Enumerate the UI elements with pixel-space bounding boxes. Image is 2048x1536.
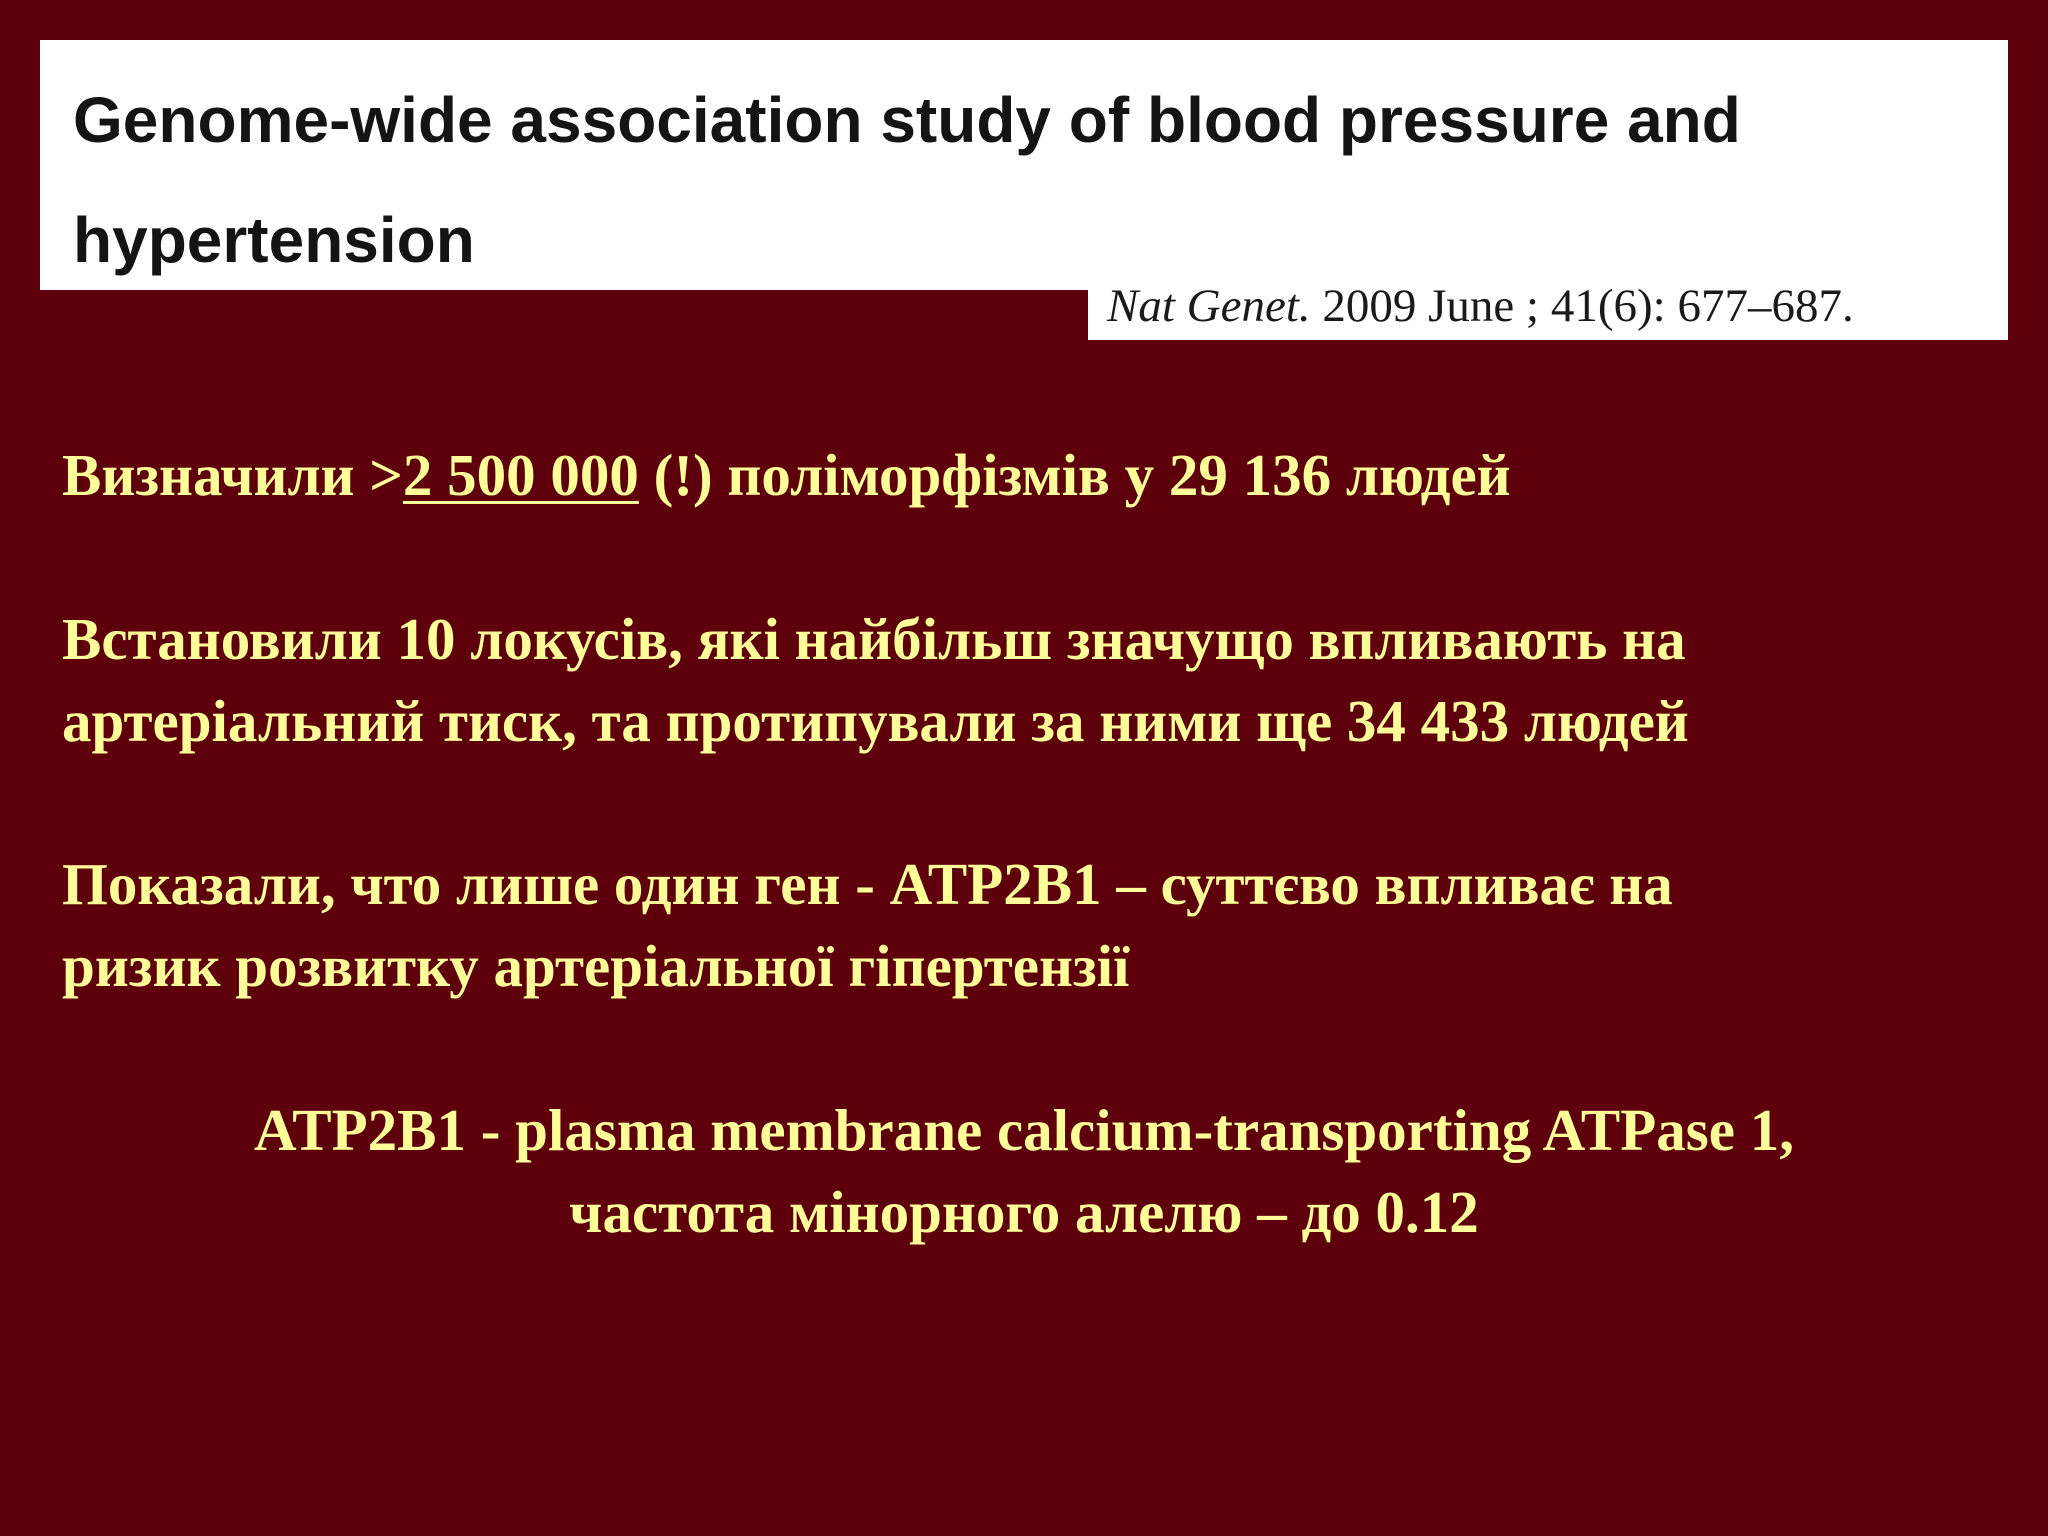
citation-details: 2009 June ; 41(6): 677–687.	[1310, 280, 1854, 332]
gene-definition-line-1: ATP2B1 - plasma membrane calcium-transporting ATPase 1,	[254, 1097, 1794, 1163]
gene-finding-line-2: ризик розвитку артеріальної гіпертензії	[62, 933, 1130, 999]
article-title-line-1: Genome-wide association study of blood pressure and	[73, 84, 1741, 156]
citation	[1107, 274, 1854, 338]
gene-definition-line-2: частота мінорного алелю – до 0.12	[569, 1179, 1479, 1245]
article-title-line-2: hypertension	[73, 204, 475, 276]
gene-finding-paragraph	[62, 843, 1673, 1007]
gene-definition-paragraph	[0, 1089, 2048, 1253]
loci-line-1: Встановили 10 локусів, які найбільш значущо впливають на	[62, 606, 1686, 672]
polymorphisms-count: 2 500 000	[402, 442, 639, 508]
article-title	[73, 60, 2003, 300]
polymorphisms-text-start: Визначили >	[62, 442, 403, 508]
polymorphisms-text-end: (!) поліморфізмів у 29 136 людей	[638, 442, 1511, 508]
loci-line-2: артеріальний тиск, та протипували за ними ще 34 433 людей	[62, 688, 1689, 754]
polymorphisms-paragraph	[62, 434, 1511, 516]
loci-paragraph	[62, 598, 1689, 762]
gene-finding-line-1: Показали, что лише один ген - ATP2B1 – суттєво впливає на	[62, 851, 1673, 917]
citation-journal: Nat Genet.	[1107, 280, 1311, 332]
